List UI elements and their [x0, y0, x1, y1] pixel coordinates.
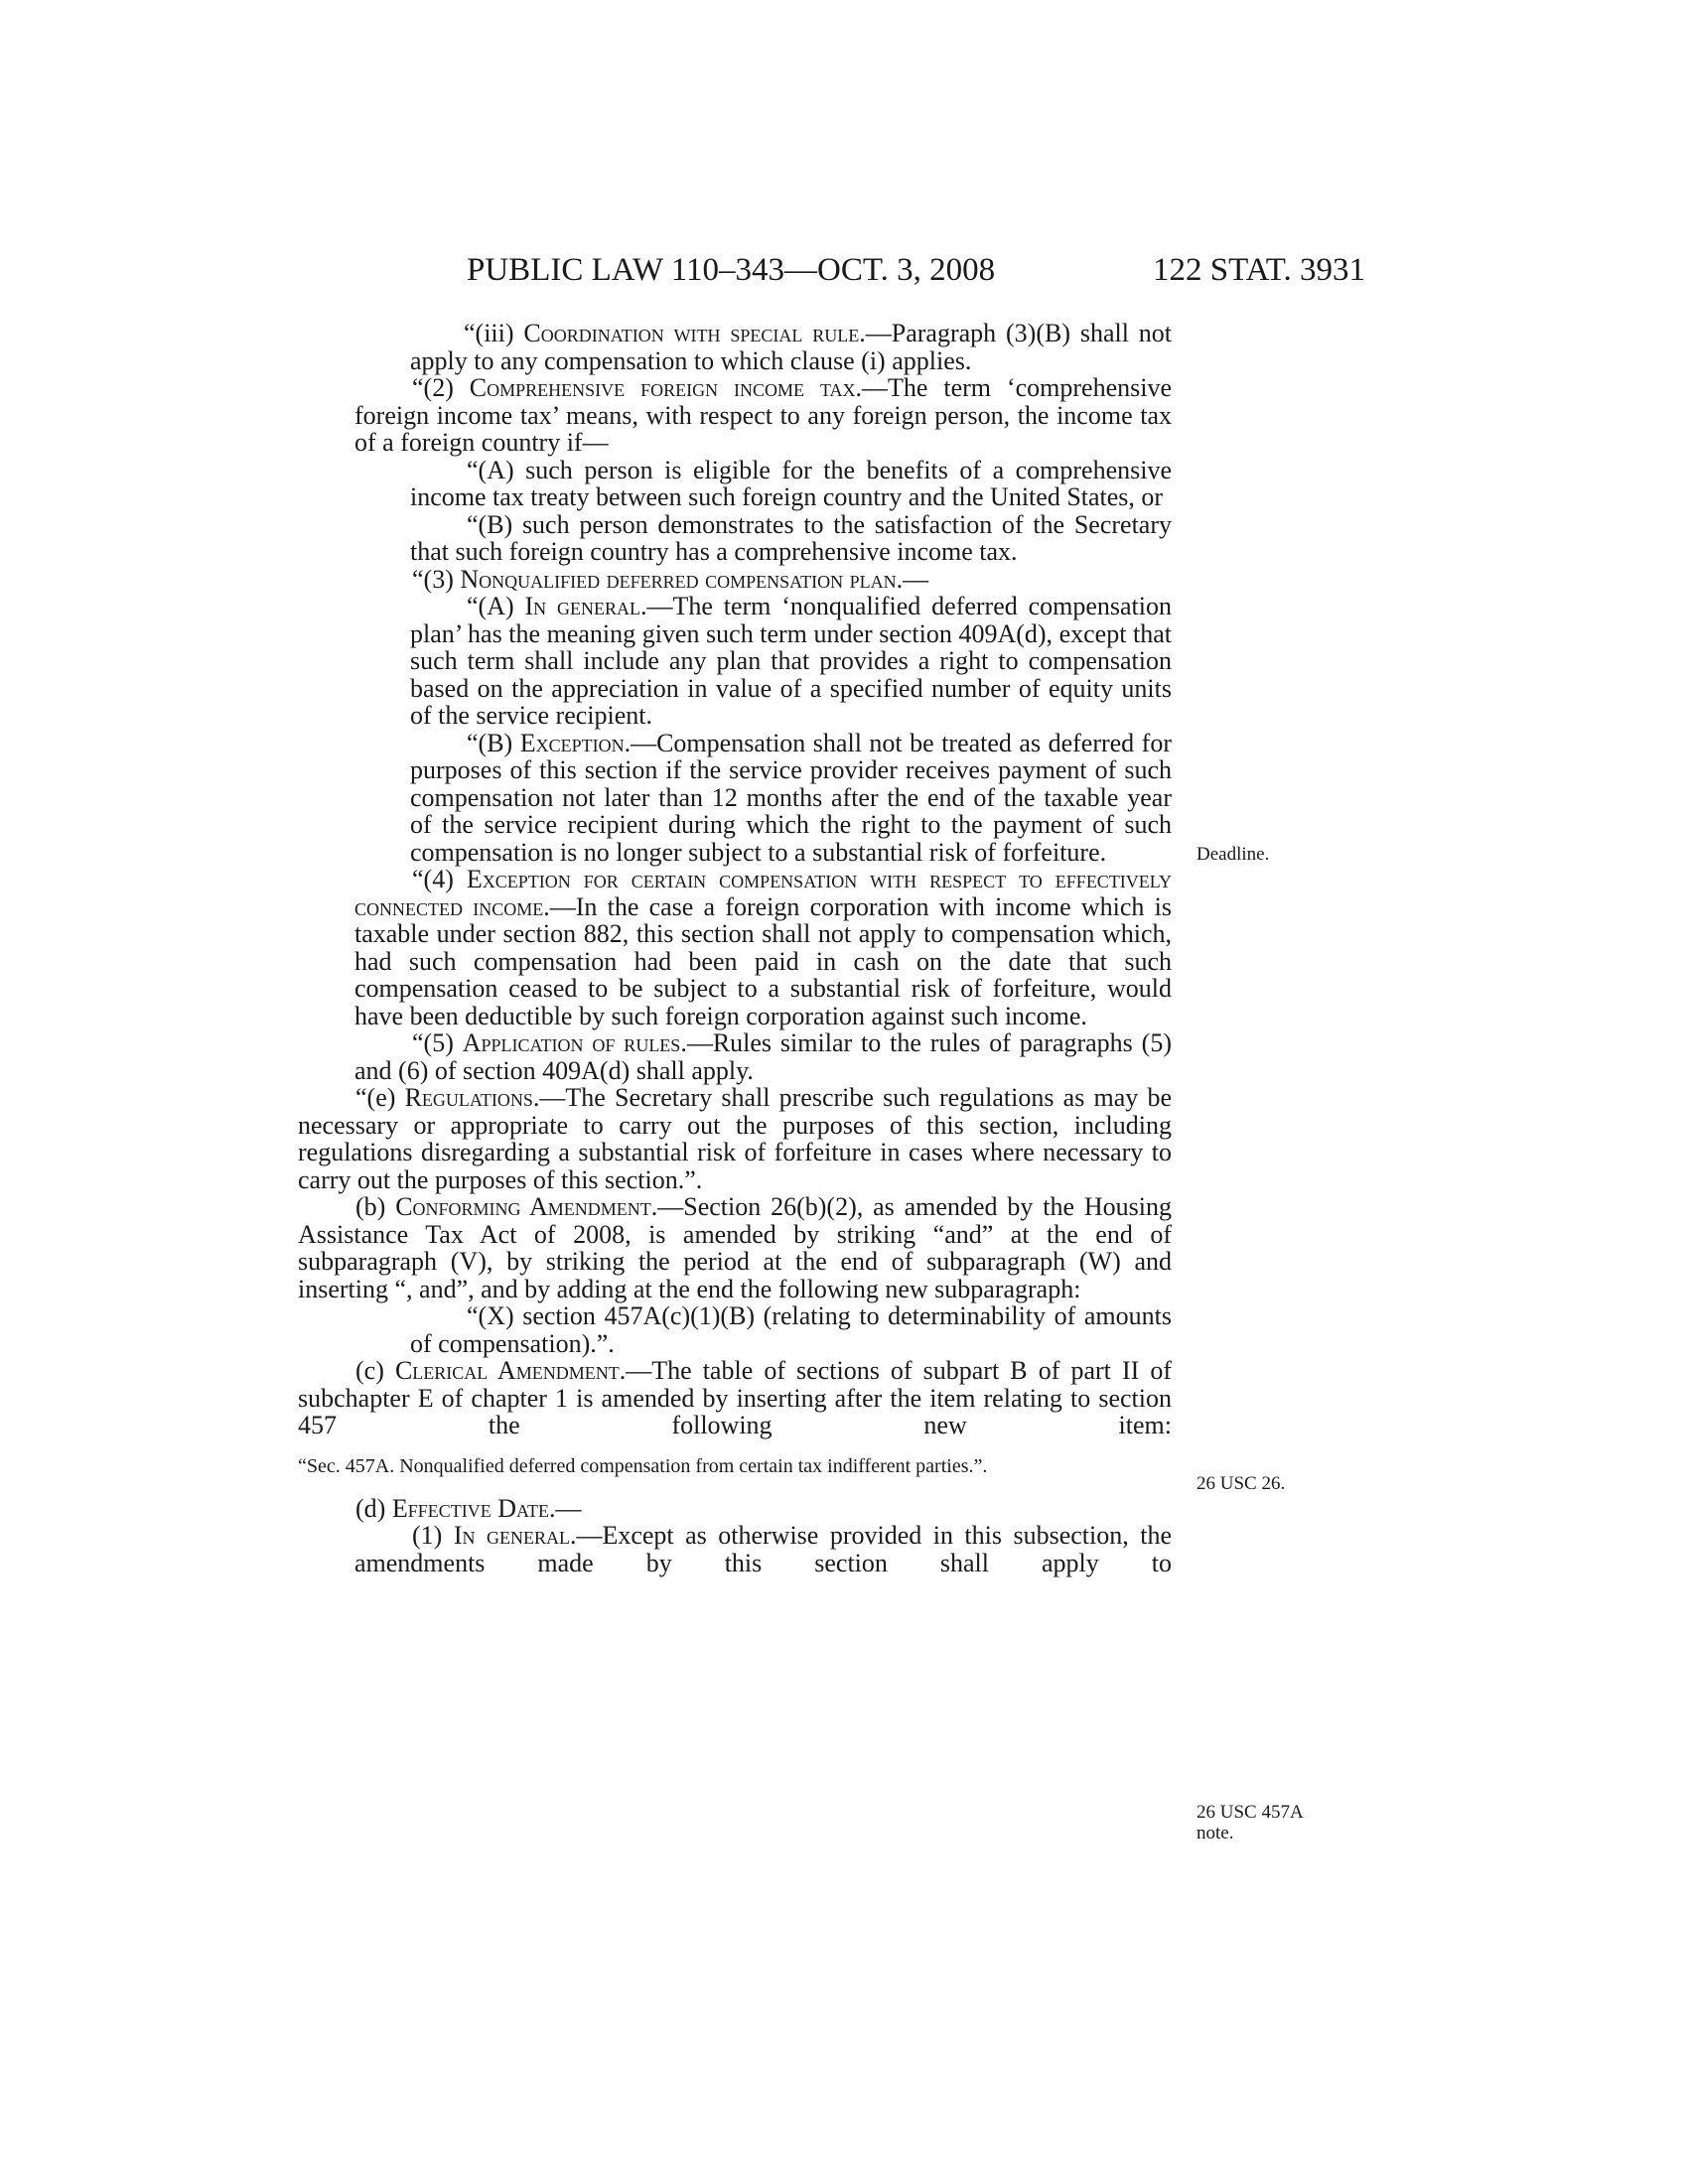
para-text: .—The term ‘nonqualified deferred compensation plan’ has the meaning given such term under section 409A(d), except that such term shall include any plan that provides a right to compensation based on the appreciation in value of a specified number of equity units of the service recipient. [410, 592, 1172, 730]
para-heading: Application of rules [462, 1028, 681, 1057]
para-text: .—In the case a foreign corporation with income which is taxable under section 882, this section shall not apply to compensation which, had such compensation had been paid in cash on the date that such compensation ceased to be subject to a substantial risk of forfeiture, would have been deductible by such foreign corporation against such income. [354, 891, 1172, 1030]
margin-note-text: 26 USC 26. [1196, 1473, 1286, 1494]
para-3b-exception [298, 730, 1172, 867]
para-3-nonqualified [298, 566, 1172, 594]
margin-note-deadline [1196, 844, 1345, 865]
para-3a-in-general [298, 593, 1172, 730]
para-lead: “(e) [355, 1083, 405, 1112]
para-text: .—The term ‘comprehensive foreign income tax’ means, with respect to any foreign person, the income tax of a foreign country if— [354, 373, 1172, 457]
para-lead: “(3) [412, 564, 461, 594]
para-lead: “(5) [412, 1028, 463, 1057]
para-heading: Clerical Amendment [394, 1356, 620, 1385]
para-c-clerical [298, 1357, 1172, 1439]
margin-note-text: Deadline. [1196, 844, 1270, 865]
para-text: .—Except as otherwise provided in this subsection, the amendments made by this section shall apply to [354, 1521, 1172, 1577]
para-5-application [298, 1029, 1172, 1084]
para-e-regulations [298, 1084, 1172, 1193]
para-lead: “(iii) [464, 319, 524, 347]
running-header [467, 248, 1365, 292]
document-body [298, 320, 1172, 1576]
para-heading: Effective Date [391, 1493, 549, 1523]
margin-note-text: note. [1196, 1823, 1234, 1843]
para-text: “Sec. 457A. Nonqualified deferred compensation from certain tax indifferent parties.”. [298, 1454, 988, 1477]
para-2-comprehensive-tax [298, 374, 1172, 457]
para-heading: Conforming Amendment [395, 1192, 651, 1221]
para-heading: In general [524, 592, 640, 620]
para-heading: Coordination with special rule [523, 319, 860, 347]
para-heading: Exception [519, 728, 625, 757]
para-2a [298, 457, 1172, 511]
margin-note-26-usc-26 [1196, 1473, 1345, 1494]
para-text: .—The Secretary shall prescribe such regulations as may be necessary or appropriate to carry out the purposes of this section, including regulations disregarding a substantial risk of forfeiture in cases where necessary to carry out the purposes of this section.”. [298, 1083, 1172, 1194]
para-d1-in-general [298, 1522, 1172, 1576]
para-lead: (d) [355, 1493, 392, 1523]
para-heading: Exception for certain compensation with respect to effectively connected income [354, 865, 1172, 921]
para-lead: “(B) [467, 728, 520, 757]
para-d-effective-date [298, 1495, 1172, 1523]
para-text: .—Rules similar to the rules of paragraphs (5) and (6) of section 409A(d) shall apply. [354, 1028, 1172, 1085]
para-heading: Comprehensive foreign income tax [469, 373, 856, 402]
para-text: .— [896, 564, 929, 594]
para-x-section [298, 1302, 1172, 1357]
para-lead: “(A) [467, 592, 525, 620]
para-lead: (b) [355, 1192, 396, 1221]
margin-note-text: 26 USC 457A [1196, 1802, 1304, 1823]
para-4-effectively-connected [298, 866, 1172, 1029]
para-text: “(B) such person demonstrates to the satisfaction of the Secretary that such foreign country has a comprehensive income tax. [410, 509, 1172, 566]
para-heading: In general [453, 1521, 570, 1550]
para-lead: (1) [412, 1521, 454, 1550]
para-iii-coordination [298, 320, 1172, 374]
para-text: .—Compensation shall not be treated as deferred for purposes of this section if the service provider receives payment of such compensation not later than 12 months after the end of the taxable year of the service recipient during which the right to the payment of such compensation is no longer subject to a substantial risk of forfeiture. [410, 728, 1172, 867]
para-lead: “(2) [412, 373, 470, 402]
table-of-sections-item [253, 1455, 1172, 1477]
para-text: “(X) section 457A(c)(1)(B) (relating to determinability of amounts of compensation).”. [410, 1301, 1172, 1358]
margin-note-26-usc-457a [1196, 1802, 1345, 1843]
header-law-citation: PUBLIC LAW 110–343—OCT. 3, 2008 [467, 252, 996, 288]
header-stat-page: 122 STAT. 3931 [1152, 252, 1365, 288]
para-text: .—Section 26(b)(2), as amended by the Housing Assistance Tax Act of 2008, is amended by striking “and” at the end of subparagraph (V), by striking the period at the end of subparagraph (W) and inserting “, and”, and by adding at the end the following new subparagraph: [298, 1192, 1172, 1303]
para-heading: Regulations [404, 1083, 533, 1112]
para-text: “(A) such person is eligible for the benefits of a comprehensive income tax treaty between such foreign country and the United States, or [410, 455, 1172, 511]
para-text: .—Paragraph (3)(B) shall not apply to any compensation to which clause (i) applies. [410, 319, 1173, 375]
para-2b [298, 511, 1172, 566]
para-text: .—The table of sections of subpart B of part II of subchapter E of chapter 1 is amended by inserting after the item relating to section 457 the following new item: [298, 1356, 1173, 1439]
para-heading: Nonqualified deferred compensation plan [460, 564, 897, 594]
para-lead: “(4) [412, 865, 467, 893]
para-b-conforming [298, 1193, 1172, 1302]
para-text: .— [549, 1493, 582, 1523]
para-lead: (c) [355, 1356, 395, 1385]
